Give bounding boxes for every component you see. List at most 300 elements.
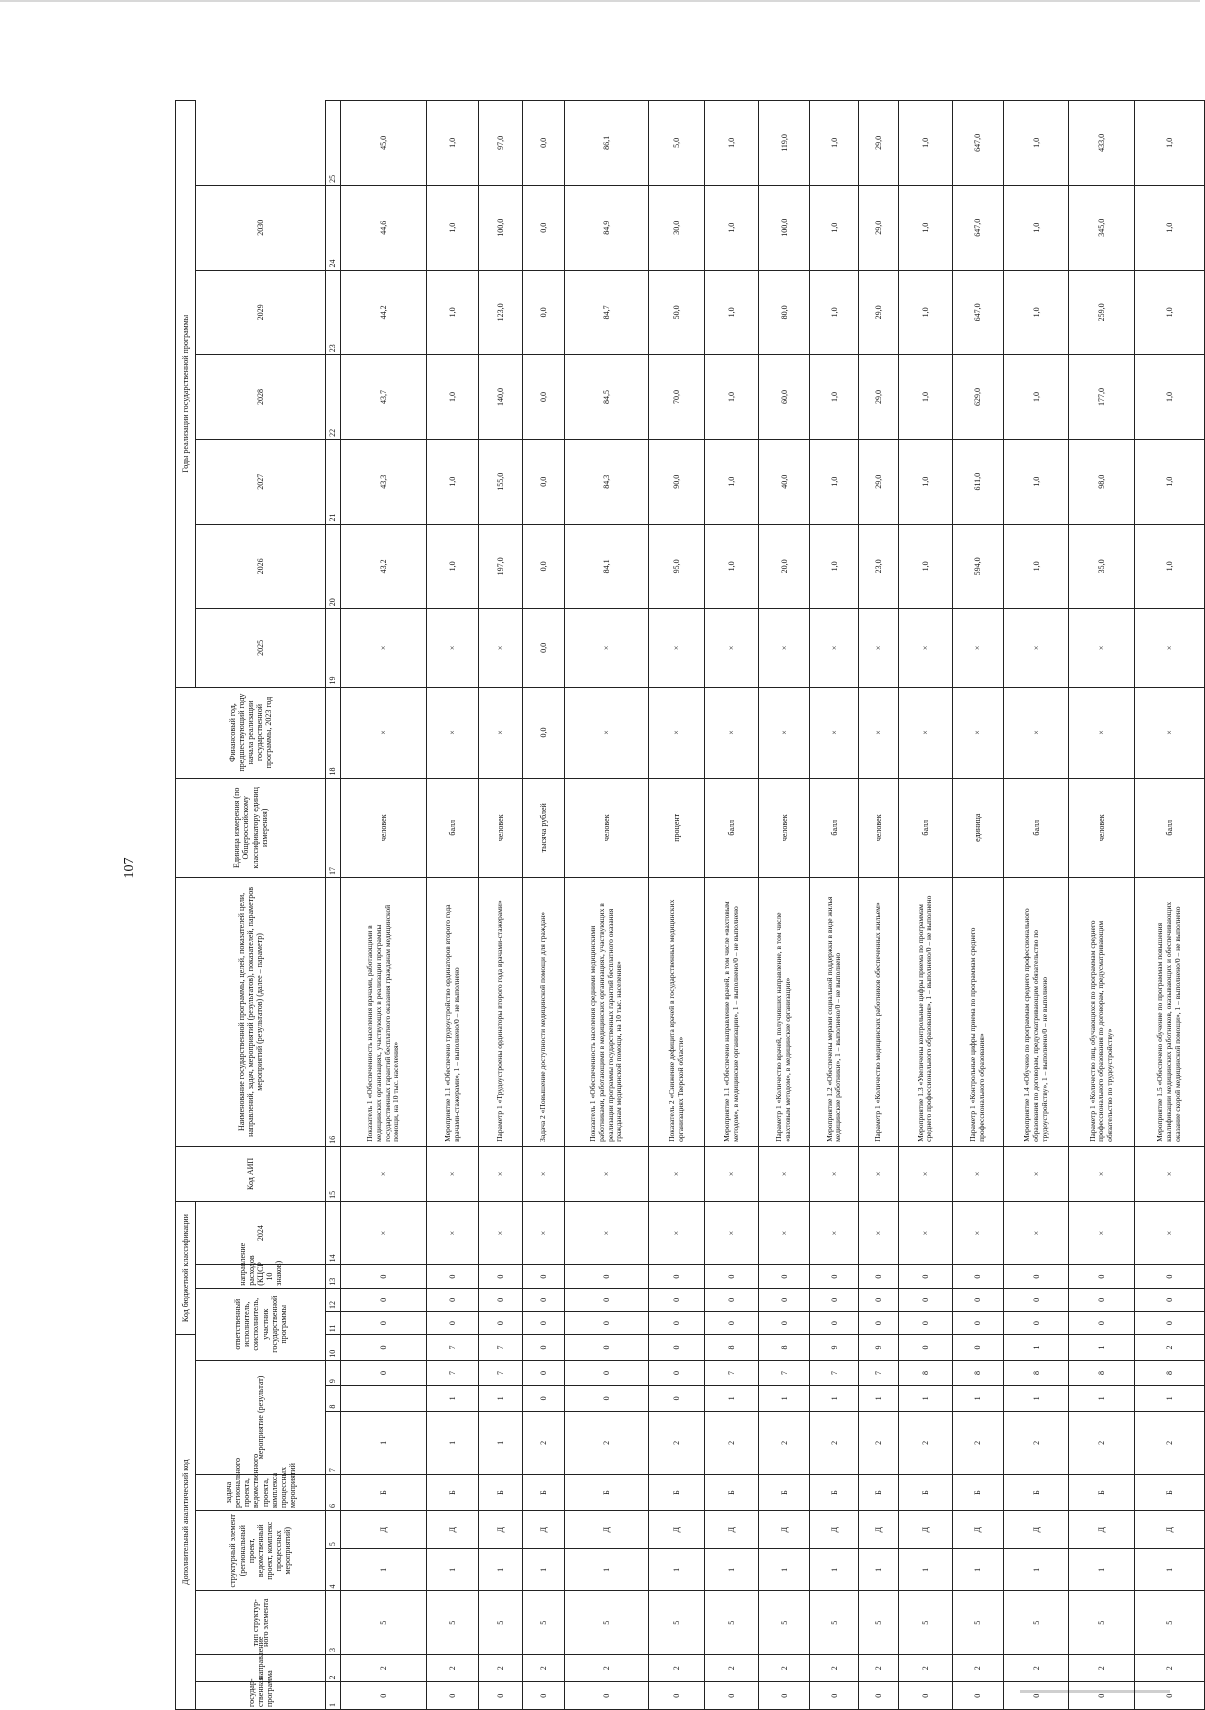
code-cell: 2 — [1069, 1654, 1134, 1682]
code-cell: 0 — [810, 1265, 859, 1288]
code-cell: 2 — [705, 1411, 759, 1475]
header-unit: Единица измерения (по Общероссийскому классификатору единиц измерения) — [176, 778, 326, 877]
col-number: 24 — [326, 185, 341, 270]
code-cell: 1 — [758, 1386, 809, 1411]
year-value-cell: × — [810, 609, 859, 687]
page-number: 107 — [122, 857, 137, 879]
table-row — [341, 101, 427, 1710]
code-cell: 1 — [952, 1386, 1003, 1411]
code-cell: 1 — [1069, 1549, 1134, 1591]
aip-cell: × — [341, 1146, 427, 1201]
code-cell: 8 — [899, 1360, 953, 1385]
year-value-cell: × — [1069, 609, 1134, 687]
year-value-cell: 23,0 — [859, 524, 899, 609]
code-cell: 5 — [859, 1591, 899, 1655]
row-name: Параметр 1 «Количество медицинских работников обеспеченных жильем» — [859, 878, 899, 1147]
code-cell: 0 — [758, 1288, 809, 1311]
code-cell: 1 — [427, 1386, 478, 1411]
code-cell: 2 — [758, 1654, 809, 1682]
year-value-cell: 1,0 — [427, 101, 478, 186]
col-number: 10 — [326, 1335, 341, 1361]
year-value-cell: 1,0 — [1004, 270, 1069, 355]
column-number-row — [326, 101, 341, 1710]
code-cell: 0 — [1004, 1288, 1069, 1311]
code-cell: 0 — [427, 1682, 478, 1710]
code-cell: 0 — [705, 1682, 759, 1710]
code-cell: 5 — [810, 1591, 859, 1655]
col-number: 1 — [326, 1682, 341, 1710]
year-value-cell: 647,0 — [952, 101, 1003, 186]
table-row — [523, 101, 565, 1710]
year-value-cell: 1,0 — [899, 270, 953, 355]
code-cell: 1 — [341, 1549, 427, 1591]
header-year-2028: 2028 — [196, 355, 326, 440]
year-value-cell: 86,1 — [565, 101, 649, 186]
col-number: 2 — [326, 1654, 341, 1682]
header-direction: направление — [196, 1654, 326, 1682]
col-number: 12 — [326, 1288, 341, 1311]
year-value-cell: 84,9 — [565, 185, 649, 270]
table-row — [810, 101, 859, 1710]
kcsr-cell: × — [1134, 1201, 1204, 1265]
year-value-cell: 1,0 — [705, 185, 759, 270]
code-cell: 0 — [899, 1288, 953, 1311]
year-value-cell: 259,0 — [1069, 270, 1134, 355]
base-year-cell: × — [565, 687, 649, 778]
code-cell: 0 — [859, 1265, 899, 1288]
code-cell: 0 — [565, 1682, 649, 1710]
year-value-cell: 197,0 — [478, 524, 522, 609]
code-cell: Б — [758, 1475, 809, 1511]
year-value-cell: 98,0 — [1069, 439, 1134, 524]
col-number: 6 — [326, 1475, 341, 1511]
year-value-cell: 84,3 — [565, 439, 649, 524]
kcsr-cell: × — [758, 1201, 809, 1265]
code-cell: 2 — [1134, 1654, 1204, 1682]
kcsr-cell: × — [427, 1201, 478, 1265]
aip-cell: × — [1004, 1146, 1069, 1201]
code-cell: Д — [1004, 1511, 1069, 1549]
code-cell: 1 — [1134, 1386, 1204, 1411]
year-value-cell: 0,0 — [523, 185, 565, 270]
year-value-cell: 119,0 — [758, 101, 809, 186]
code-cell: 0 — [810, 1288, 859, 1311]
unit-cell: человек — [341, 778, 427, 877]
code-cell: 2 — [1134, 1335, 1204, 1361]
code-cell: 2 — [649, 1654, 705, 1682]
code-cell: 8 — [758, 1335, 809, 1361]
row-name: Параметр 1 «Количество врачей, получивших направление, в том числе «вахтовым методом», в медицинские организации» — [758, 878, 809, 1147]
code-cell: 0 — [565, 1288, 649, 1311]
code-cell: 0 — [341, 1335, 427, 1361]
code-cell: 2 — [1134, 1411, 1204, 1475]
kcsr-cell: × — [1069, 1201, 1134, 1265]
year-value-cell: 611,0 — [952, 439, 1003, 524]
code-cell: 2 — [565, 1411, 649, 1475]
code-cell: Д — [565, 1511, 649, 1549]
code-cell: 0 — [899, 1265, 953, 1288]
code-cell: 2 — [810, 1654, 859, 1682]
unit-cell: балл — [705, 778, 759, 877]
year-value-cell: 1,0 — [899, 101, 953, 186]
kcsr-cell: × — [565, 1201, 649, 1265]
code-cell: 0 — [523, 1288, 565, 1311]
year-value-cell: 35,0 — [1069, 524, 1134, 609]
table-row — [565, 101, 649, 1710]
table-body — [341, 101, 1205, 1710]
year-value-cell: 44,6 — [341, 185, 427, 270]
kcsr-cell: × — [523, 1201, 565, 1265]
code-cell: 2 — [1004, 1654, 1069, 1682]
year-value-cell: × — [758, 609, 809, 687]
year-value-cell: 100,0 — [758, 185, 809, 270]
row-name: Показатель 1 «Обеспеченность населения средними медицинскими работниками, работающими в медицинских организациях, участвующих в реализации программы государственных гарантий бесплатного оказания гражданам медицинской помощи, на 10 тыс. населения» — [565, 878, 649, 1147]
col-number: 15 — [326, 1146, 341, 1201]
kcsr-cell: × — [649, 1201, 705, 1265]
code-cell: 1 — [758, 1549, 809, 1591]
code-cell: 0 — [427, 1288, 478, 1311]
year-value-cell: 594,0 — [952, 524, 1003, 609]
code-cell: 0 — [758, 1682, 809, 1710]
year-value-cell: 1,0 — [1004, 355, 1069, 440]
table-row — [952, 101, 1003, 1710]
code-cell: 1 — [859, 1549, 899, 1591]
code-cell: 0 — [478, 1288, 522, 1311]
code-cell: 8 — [1004, 1360, 1069, 1385]
year-value-cell: 90,0 — [649, 439, 705, 524]
code-cell: 0 — [1004, 1265, 1069, 1288]
code-cell: 2 — [523, 1654, 565, 1682]
code-cell: 0 — [523, 1265, 565, 1288]
code-cell: 0 — [952, 1682, 1003, 1710]
code-cell: Д — [952, 1511, 1003, 1549]
code-cell: 2 — [859, 1654, 899, 1682]
code-cell: 1 — [952, 1549, 1003, 1591]
year-value-cell: 155,0 — [478, 439, 522, 524]
col-number: 18 — [326, 687, 341, 778]
year-value-cell: 100,0 — [478, 185, 522, 270]
row-name: Задача 2 «Повышение доступности медицинской помощи для граждан» — [523, 878, 565, 1147]
base-year-cell: × — [859, 687, 899, 778]
year-value-cell: 5,0 — [649, 101, 705, 186]
code-cell: 2 — [341, 1654, 427, 1682]
kcsr-cell: × — [705, 1201, 759, 1265]
year-value-cell: 1,0 — [810, 439, 859, 524]
year-value-cell: 1,0 — [427, 355, 478, 440]
year-value-cell: 0,0 — [523, 101, 565, 186]
year-value-cell: 29,0 — [859, 101, 899, 186]
code-cell: Б — [859, 1475, 899, 1511]
code-cell: 7 — [427, 1360, 478, 1385]
code-cell: Б — [899, 1475, 953, 1511]
code-cell: 0 — [859, 1311, 899, 1334]
base-year-cell: × — [478, 687, 522, 778]
code-cell: 0 — [565, 1265, 649, 1288]
base-year-cell: × — [810, 687, 859, 778]
code-cell: Б — [427, 1475, 478, 1511]
code-cell: Д — [649, 1511, 705, 1549]
code-cell: Б — [649, 1475, 705, 1511]
year-value-cell: × — [649, 609, 705, 687]
code-cell: 0 — [649, 1335, 705, 1361]
header-year-2024: 2024 — [196, 1201, 326, 1265]
row-name: Мероприятие 1.4 «Обучено по программам среднего профессионального образования по договорам, предусматривающим обязательство по трудоустройству», 1 – выполнено/0 – не выполнено — [1004, 878, 1069, 1147]
year-value-cell: 1,0 — [427, 439, 478, 524]
code-cell: Д — [478, 1511, 522, 1549]
year-value-cell: 29,0 — [859, 355, 899, 440]
year-value-cell: 433,0 — [1069, 101, 1134, 186]
year-value-cell: × — [1004, 609, 1069, 687]
code-cell: 0 — [1069, 1288, 1134, 1311]
col-number: 22 — [326, 355, 341, 440]
aip-cell: × — [1069, 1146, 1134, 1201]
code-cell: 1 — [341, 1411, 427, 1475]
code-cell: 8 — [705, 1335, 759, 1361]
header-budget-code: Код бюджетной классификации — [176, 1201, 196, 1334]
row-name: Параметр 1 «Количество лиц, обучающихся по программам среднего профессионального образования по договорам, предусматривающим обязательство по трудоустройству» — [1069, 878, 1134, 1147]
code-cell: 0 — [427, 1265, 478, 1288]
code-cell: 2 — [478, 1654, 522, 1682]
year-value-cell: 1,0 — [1134, 524, 1204, 609]
year-value-cell: 0,0 — [523, 439, 565, 524]
base-year-cell: × — [952, 687, 1003, 778]
code-cell: 0 — [1004, 1682, 1069, 1710]
unit-cell: балл — [899, 778, 953, 877]
code-cell: 1 — [1134, 1549, 1204, 1591]
code-cell: 2 — [649, 1411, 705, 1475]
unit-cell: человек — [859, 778, 899, 877]
base-year-cell: × — [1069, 687, 1134, 778]
code-cell: Б — [952, 1475, 1003, 1511]
year-value-cell: 1,0 — [427, 270, 478, 355]
col-number: 19 — [326, 609, 341, 687]
code-cell: 5 — [427, 1591, 478, 1655]
year-value-cell: 1,0 — [1004, 185, 1069, 270]
aip-cell: × — [810, 1146, 859, 1201]
year-value-cell: 29,0 — [859, 270, 899, 355]
code-cell: 0 — [649, 1360, 705, 1385]
year-value-cell: 1,0 — [1134, 101, 1204, 186]
header-year-2027: 2027 — [196, 439, 326, 524]
code-cell: 2 — [810, 1411, 859, 1475]
year-value-cell: 0,0 — [523, 609, 565, 687]
year-value-cell: × — [1134, 609, 1204, 687]
code-cell: 1 — [478, 1386, 522, 1411]
code-cell: 5 — [341, 1591, 427, 1655]
col-number: 9 — [326, 1360, 341, 1385]
code-cell: 5 — [899, 1591, 953, 1655]
code-cell: Д — [859, 1511, 899, 1549]
year-value-cell: 95,0 — [649, 524, 705, 609]
code-cell: 5 — [1069, 1591, 1134, 1655]
code-cell: 8 — [1069, 1360, 1134, 1385]
table-row — [649, 101, 705, 1710]
kcsr-cell: × — [859, 1201, 899, 1265]
code-cell: 5 — [758, 1591, 809, 1655]
code-cell: 0 — [1069, 1265, 1134, 1288]
code-cell: 0 — [758, 1311, 809, 1334]
code-cell: 0 — [1134, 1265, 1204, 1288]
year-value-cell: 84,7 — [565, 270, 649, 355]
year-value-cell: 44,2 — [341, 270, 427, 355]
code-cell: 0 — [478, 1682, 522, 1710]
code-cell: 2 — [523, 1411, 565, 1475]
col-number: 21 — [326, 439, 341, 524]
row-name: Показатель 2 «Снижение дефицита врачей в государственных медицинских организациях Тверской области» — [649, 878, 705, 1147]
code-cell: 1 — [1069, 1386, 1134, 1411]
program-table — [175, 100, 1205, 1710]
year-value-cell: 97,0 — [478, 101, 522, 186]
col-number: 17 — [326, 778, 341, 877]
year-value-cell: 1,0 — [810, 270, 859, 355]
year-value-cell: × — [341, 609, 427, 687]
year-value-cell: 1,0 — [1004, 101, 1069, 186]
code-cell: 7 — [478, 1335, 522, 1361]
code-cell: 0 — [523, 1311, 565, 1334]
code-cell: 0 — [341, 1311, 427, 1334]
col-number: 4 — [326, 1549, 341, 1591]
code-cell: 0 — [565, 1360, 649, 1385]
row-name: Показатель 1 «Обеспеченность населения врачами, работающими в медицинских организациях, участвующих в реализации программы государственных гарантий бесплатного оказания гражданам медицинской помощи, на 10 тыс. населения» — [341, 878, 427, 1147]
code-cell: 1 — [899, 1386, 953, 1411]
table-row — [1134, 101, 1204, 1710]
code-cell: 0 — [1069, 1311, 1134, 1334]
base-year-cell: × — [649, 687, 705, 778]
aip-cell: × — [859, 1146, 899, 1201]
code-cell: 0 — [810, 1311, 859, 1334]
unit-cell: балл — [427, 778, 478, 877]
kcsr-cell: × — [810, 1201, 859, 1265]
code-cell: 1 — [565, 1549, 649, 1591]
code-cell: 7 — [705, 1360, 759, 1385]
code-cell: 0 — [899, 1311, 953, 1334]
year-value-cell: 1,0 — [899, 439, 953, 524]
code-cell: 0 — [649, 1682, 705, 1710]
code-cell: 0 — [649, 1386, 705, 1411]
kcsr-cell: × — [952, 1201, 1003, 1265]
code-cell: 1 — [810, 1386, 859, 1411]
year-value-cell: 1,0 — [899, 355, 953, 440]
base-year-cell: × — [1134, 687, 1204, 778]
code-cell: 5 — [649, 1591, 705, 1655]
year-value-cell: 70,0 — [649, 355, 705, 440]
year-value-cell: × — [427, 609, 478, 687]
code-cell: 0 — [341, 1288, 427, 1311]
code-cell: 0 — [1134, 1311, 1204, 1334]
code-cell: Б — [523, 1475, 565, 1511]
header-extra-code: Дополнительный аналитический код — [176, 1335, 196, 1710]
code-cell: 0 — [565, 1335, 649, 1361]
code-cell: 1 — [810, 1549, 859, 1591]
code-cell: 0 — [705, 1288, 759, 1311]
table-row — [899, 101, 953, 1710]
code-cell: 0 — [523, 1682, 565, 1710]
aip-cell: × — [565, 1146, 649, 1201]
table-row — [758, 101, 809, 1710]
code-cell: 1 — [1004, 1335, 1069, 1361]
aip-cell: × — [758, 1146, 809, 1201]
header-expense-dir: направление расходов (КЦСР 10 знаков) — [196, 1265, 326, 1288]
code-cell: 0 — [523, 1335, 565, 1361]
year-value-cell: × — [565, 609, 649, 687]
code-cell: 1 — [478, 1549, 522, 1591]
header-task: задача регионального проекта, ведомственного проекта, комплекса процессных мероприятий — [196, 1475, 326, 1511]
row-name: Мероприятие 1.3 «Увеличены контрольные цифры приема по программам среднего профессионального образования», 1 – выполнено/0 – не выполнено — [899, 878, 953, 1147]
header-fin-year: Финансовый год, предшествующий году начала реализации государственной программы, 2023 год — [176, 687, 326, 778]
code-cell: 5 — [1004, 1591, 1069, 1655]
base-year-cell: × — [341, 687, 427, 778]
code-cell: 1 — [427, 1411, 478, 1475]
code-cell: 2 — [427, 1654, 478, 1682]
header-years-title: Годы реализации государственной программы — [176, 101, 196, 688]
code-cell: Б — [1004, 1475, 1069, 1511]
code-cell: 1 — [705, 1549, 759, 1591]
col-number: 25 — [326, 101, 341, 186]
code-cell: Д — [427, 1511, 478, 1549]
table-row — [705, 101, 759, 1710]
table-row — [1069, 101, 1134, 1710]
year-value-cell: 0,0 — [523, 355, 565, 440]
base-year-cell: × — [705, 687, 759, 778]
year-value-cell: 80,0 — [758, 270, 809, 355]
header-executor: ответственный исполнитель, соисполнитель, участник государственной программы — [196, 1288, 326, 1360]
unit-cell: человек — [758, 778, 809, 877]
kcsr-cell: × — [341, 1201, 427, 1265]
code-cell: Д — [1134, 1511, 1204, 1549]
base-year-cell: × — [899, 687, 953, 778]
col-number: 20 — [326, 524, 341, 609]
code-cell: 0 — [649, 1311, 705, 1334]
year-value-cell: 1,0 — [899, 185, 953, 270]
code-cell: Б — [1069, 1475, 1134, 1511]
code-cell: 0 — [1069, 1682, 1134, 1710]
year-value-cell: 1,0 — [1134, 185, 1204, 270]
code-cell: 7 — [758, 1360, 809, 1385]
code-cell: 0 — [952, 1311, 1003, 1334]
code-cell: 8 — [952, 1360, 1003, 1385]
code-cell: 0 — [649, 1265, 705, 1288]
year-value-cell: 43,3 — [341, 439, 427, 524]
row-name: Параметр 1 «Контрольные цифры приема по программам среднего профессионального образования» — [952, 878, 1003, 1147]
year-value-cell: 345,0 — [1069, 185, 1134, 270]
col-number: 3 — [326, 1591, 341, 1655]
code-cell: 2 — [952, 1411, 1003, 1475]
year-value-cell: 1,0 — [810, 524, 859, 609]
year-value-cell: 1,0 — [1004, 524, 1069, 609]
aip-cell: × — [523, 1146, 565, 1201]
year-value-cell: 1,0 — [705, 355, 759, 440]
code-cell: 5 — [523, 1591, 565, 1655]
year-value-cell: 84,1 — [565, 524, 649, 609]
year-value-cell: 647,0 — [952, 185, 1003, 270]
code-cell: 0 — [859, 1288, 899, 1311]
base-year-cell: × — [758, 687, 809, 778]
code-cell: 1 — [859, 1386, 899, 1411]
aip-cell: × — [478, 1146, 522, 1201]
code-cell: 1 — [649, 1549, 705, 1591]
year-value-cell: × — [899, 609, 953, 687]
year-value-cell: 1,0 — [899, 524, 953, 609]
code-cell: 5 — [478, 1591, 522, 1655]
code-cell: 5 — [705, 1591, 759, 1655]
aip-cell: × — [705, 1146, 759, 1201]
year-value-cell: 20,0 — [758, 524, 809, 609]
year-value-cell: × — [952, 609, 1003, 687]
year-value-cell: 40,0 — [758, 439, 809, 524]
header-year-2025: 2025 — [196, 609, 326, 687]
year-value-cell: 629,0 — [952, 355, 1003, 440]
code-cell: 0 — [758, 1265, 809, 1288]
